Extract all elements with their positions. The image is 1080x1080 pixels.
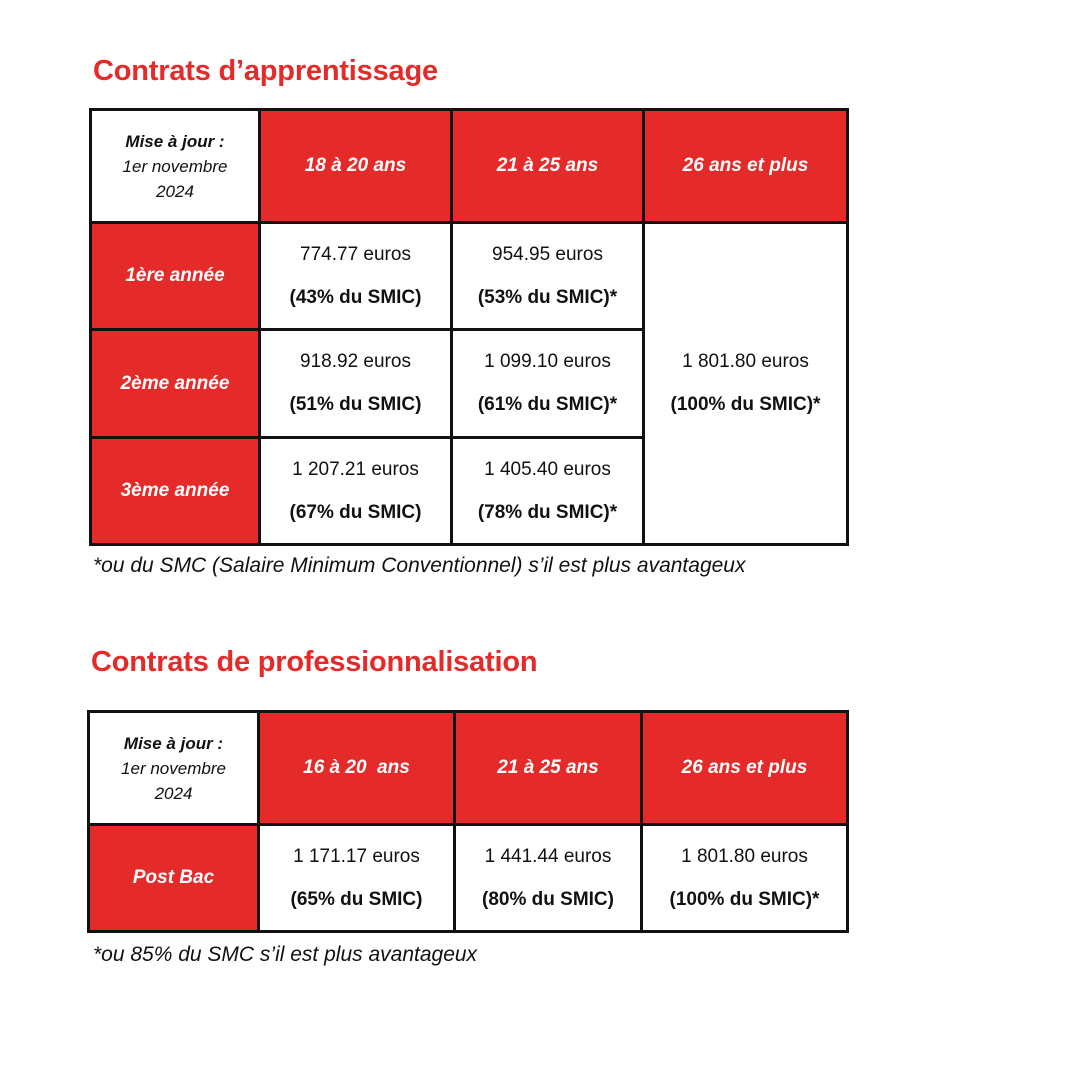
row-header-1ere-annee: 1ère année: [91, 223, 260, 330]
update-date: 1er novembre: [121, 758, 226, 778]
professionnalisation-table: [87, 710, 849, 933]
salary-amount: 774.77 euros: [300, 243, 411, 265]
salary-cell: [260, 223, 452, 330]
apprentissage-table: [89, 108, 849, 546]
salary-cell: [452, 330, 644, 438]
salary-amount: 1 801.80 euros: [681, 845, 808, 867]
update-date-cell: [91, 110, 260, 223]
salary-cell: [455, 825, 642, 932]
professionnalisation-title: Contrats de professionnalisation: [91, 646, 538, 678]
column-header-26-plus: 26 ans et plus: [644, 110, 848, 223]
salary-cell: [452, 438, 644, 545]
table-header-row: [89, 712, 848, 825]
column-header-21-25: 21 à 25 ans: [452, 110, 644, 223]
salary-amount: 918.92 euros: [300, 351, 411, 372]
salary-amount: 1 207.21 euros: [292, 458, 419, 480]
row-header-2eme-annee: 2ème année: [91, 330, 260, 438]
professionnalisation-footnote: *ou 85% du SMC s’il est plus avantageux: [93, 943, 478, 966]
column-header-21-25: 21 à 25 ans: [455, 712, 642, 825]
salary-cell: [259, 825, 455, 932]
update-label: Mise à jour :: [123, 733, 224, 753]
smic-percentage: (80% du SMIC): [482, 888, 614, 910]
salary-amount: 954.95 euros: [492, 243, 603, 265]
smic-percentage: (100% du SMIC)*: [670, 394, 821, 415]
salary-cell-26-plus-merged: [644, 223, 848, 545]
column-header-26-plus: 26 ans et plus: [642, 712, 848, 825]
salary-cell: [642, 825, 848, 932]
table-header-row: [91, 110, 848, 223]
update-date: 1er novembre: [122, 156, 228, 176]
row-header-post-bac: Post Bac: [89, 825, 259, 932]
apprentissage-footnote: *ou du SMC (Salaire Minimum Conventionnel) s’il est plus avantageux: [93, 554, 746, 577]
update-year: 2024: [156, 181, 194, 201]
apprentissage-title: Contrats d’apprentissage: [93, 55, 438, 87]
salary-cell: [260, 438, 452, 545]
smic-percentage: (65% du SMIC): [290, 888, 423, 910]
update-date-cell: [89, 712, 259, 825]
update-year: 2024: [154, 783, 193, 803]
salary-amount: 1 171.17 euros: [293, 845, 420, 867]
smic-percentage: (53% du SMIC)*: [477, 286, 618, 308]
table-row: [91, 223, 848, 330]
update-label: Mise à jour :: [125, 131, 225, 151]
smic-percentage: (51% du SMIC): [289, 394, 422, 415]
smic-percentage: (43% du SMIC): [289, 286, 422, 308]
smic-percentage: (67% du SMIC): [289, 501, 422, 523]
salary-cell: [260, 330, 452, 438]
salary-cell: [452, 223, 644, 330]
salary-amount: 1 405.40 euros: [484, 458, 611, 480]
row-header-3eme-annee: 3ème année: [91, 438, 260, 545]
smic-percentage: (61% du SMIC)*: [477, 394, 618, 415]
salary-amount: 1 099.10 euros: [484, 351, 611, 372]
smic-percentage: (78% du SMIC)*: [477, 501, 618, 523]
column-header-16-20: 16 à 20 ans: [259, 712, 455, 825]
salary-amount: 1 441.44 euros: [484, 845, 612, 867]
salary-amount: 1 801.80 euros: [682, 351, 809, 372]
column-header-18-20: 18 à 20 ans: [260, 110, 452, 223]
table-row: [89, 825, 848, 932]
smic-percentage: (100% du SMIC)*: [669, 888, 820, 910]
